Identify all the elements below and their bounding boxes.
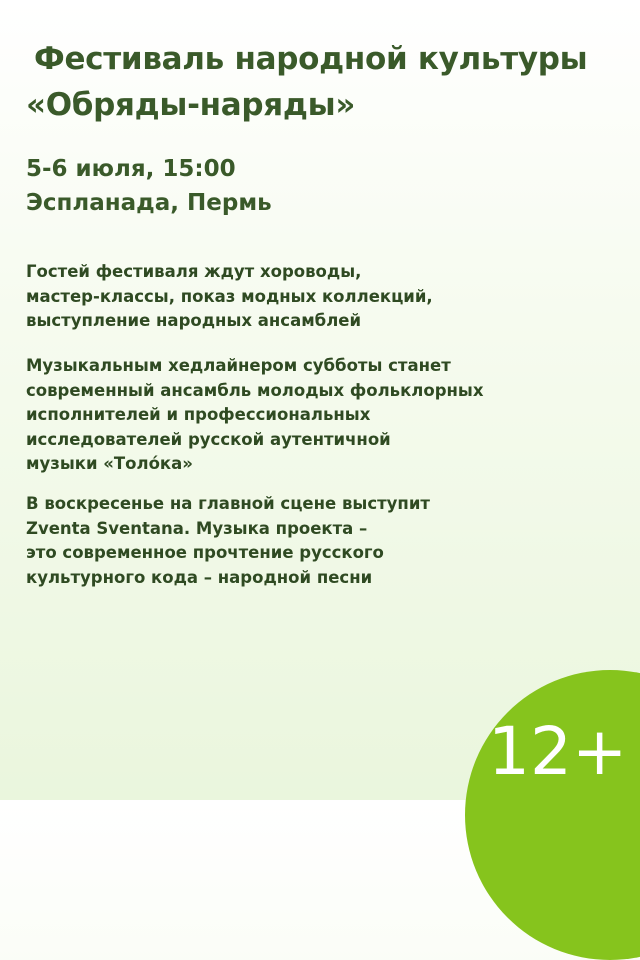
paragraph-line: современный ансамбль молодых фольклорных (26, 380, 484, 400)
paragraph-line: мастер-классы, показ модных коллекций, (26, 286, 433, 306)
paragraph-line: Zventa Sventana. Музыка проекта – (26, 518, 368, 538)
event-place: Эспланада, Пермь (26, 190, 272, 216)
age-rating-label: 12+ (488, 713, 628, 790)
event-title (26, 36, 626, 128)
event-when-where (26, 152, 272, 220)
paragraph-line: культурного кода – народной песни (26, 567, 373, 587)
paragraph-line: В воскресенье на главной сцене выступит (26, 494, 430, 513)
paragraph-line: выступление народных ансамблей (26, 311, 362, 330)
paragraph-line: исследователей русской аутентичной (26, 429, 391, 449)
paragraph-program (26, 260, 433, 334)
event-date-time: 5-6 июля, 15:00 (26, 156, 236, 182)
paragraph-line: Гостей фестиваля ждут хороводы, (26, 262, 362, 281)
paragraph-line: Музыкальным хедлайнером субботы станет (26, 356, 451, 375)
paragraph-sunday-headliner (26, 492, 430, 590)
paragraph-line: это современное прочтение русского (26, 543, 384, 562)
paragraph-saturday-headliner (26, 354, 483, 477)
paragraph-line: исполнителей и профессиональных (26, 405, 371, 424)
event-title-line-2: «Обряды-наряды» (26, 87, 356, 123)
paragraph-line: музыки «Толо́ка» (26, 454, 193, 473)
event-title-line-1: Фестиваль народной культуры (34, 41, 588, 77)
